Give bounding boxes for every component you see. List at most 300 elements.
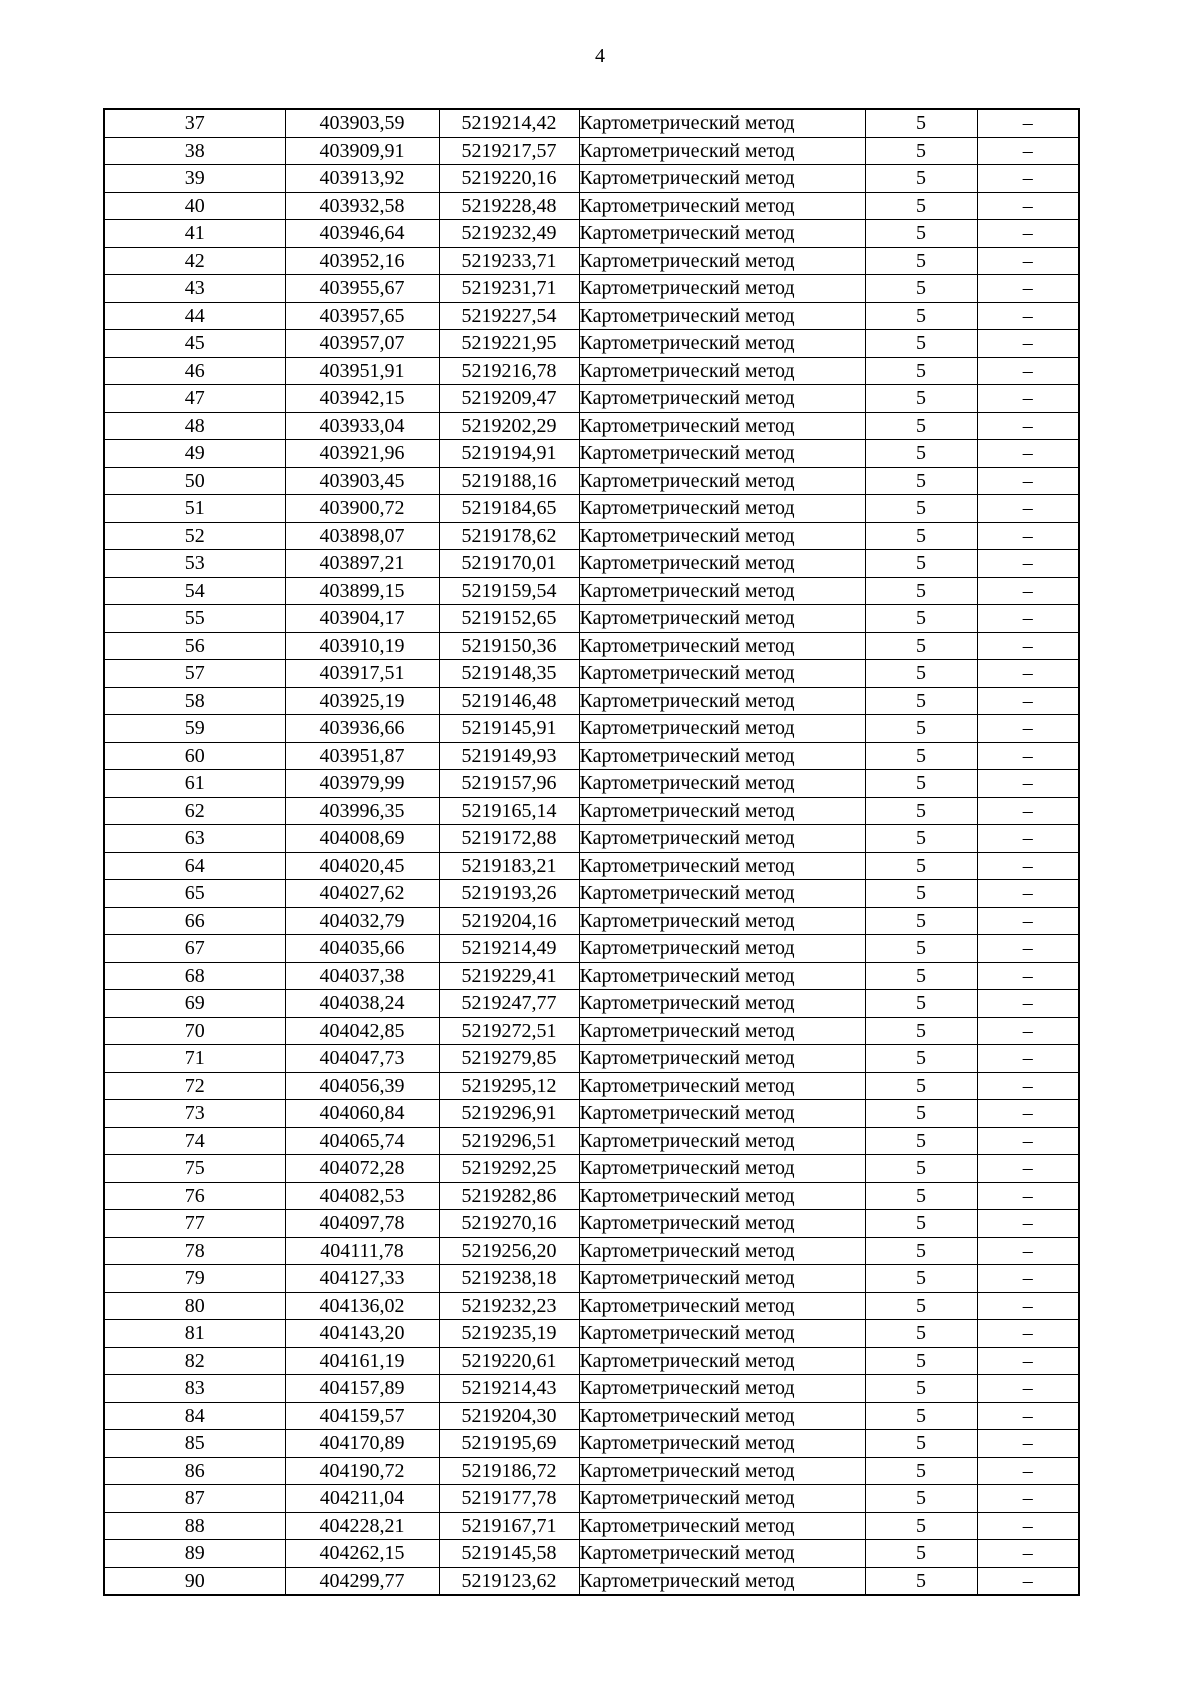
table-row [104, 1430, 1079, 1458]
table-row [104, 550, 1079, 578]
description-cell: – [977, 275, 1079, 303]
point-number-cell: 74 [104, 1127, 285, 1155]
x-coordinate-cell: 404072,28 [285, 1155, 439, 1183]
y-coordinate-cell: 5219204,30 [439, 1402, 579, 1430]
point-number-cell: 39 [104, 165, 285, 193]
table-row [104, 1017, 1079, 1045]
y-coordinate-cell: 5219186,72 [439, 1457, 579, 1485]
accuracy-cell: 5 [865, 1567, 977, 1595]
description-cell: – [977, 1072, 1079, 1100]
point-number-cell: 76 [104, 1182, 285, 1210]
table-row [104, 1320, 1079, 1348]
accuracy-cell: 5 [865, 770, 977, 798]
x-coordinate-cell: 404020,45 [285, 852, 439, 880]
method-cell: Картометрический метод [579, 1540, 865, 1568]
table-row [104, 1127, 1079, 1155]
accuracy-cell: 5 [865, 220, 977, 248]
description-cell: – [977, 1457, 1079, 1485]
description-cell: – [977, 660, 1079, 688]
accuracy-cell: 5 [865, 550, 977, 578]
method-cell: Картометрический метод [579, 467, 865, 495]
accuracy-cell: 5 [865, 522, 977, 550]
y-coordinate-cell: 5219165,14 [439, 797, 579, 825]
table-row [104, 1265, 1079, 1293]
method-cell: Картометрический метод [579, 825, 865, 853]
description-cell: – [977, 412, 1079, 440]
method-cell: Картометрический метод [579, 109, 865, 137]
y-coordinate-cell: 5219184,65 [439, 495, 579, 523]
y-coordinate-cell: 5219202,29 [439, 412, 579, 440]
accuracy-cell: 5 [865, 1182, 977, 1210]
table-row [104, 1375, 1079, 1403]
table-row [104, 109, 1079, 137]
y-coordinate-cell: 5219272,51 [439, 1017, 579, 1045]
x-coordinate-cell: 403957,65 [285, 302, 439, 330]
y-coordinate-cell: 5219145,58 [439, 1540, 579, 1568]
y-coordinate-cell: 5219194,91 [439, 440, 579, 468]
accuracy-cell: 5 [865, 1237, 977, 1265]
y-coordinate-cell: 5219296,51 [439, 1127, 579, 1155]
x-coordinate-cell: 404042,85 [285, 1017, 439, 1045]
accuracy-cell: 5 [865, 1017, 977, 1045]
method-cell: Картометрический метод [579, 440, 865, 468]
y-coordinate-cell: 5219204,16 [439, 907, 579, 935]
x-coordinate-cell: 404008,69 [285, 825, 439, 853]
point-number-cell: 49 [104, 440, 285, 468]
accuracy-cell: 5 [865, 660, 977, 688]
method-cell: Картометрический метод [579, 192, 865, 220]
description-cell: – [977, 1017, 1079, 1045]
point-number-cell: 59 [104, 715, 285, 743]
accuracy-cell: 5 [865, 1072, 977, 1100]
y-coordinate-cell: 5219233,71 [439, 247, 579, 275]
description-cell: – [977, 247, 1079, 275]
table-row [104, 1100, 1079, 1128]
accuracy-cell: 5 [865, 1265, 977, 1293]
x-coordinate-cell: 403955,67 [285, 275, 439, 303]
point-number-cell: 81 [104, 1320, 285, 1348]
point-number-cell: 46 [104, 357, 285, 385]
point-number-cell: 79 [104, 1265, 285, 1293]
point-number-cell: 64 [104, 852, 285, 880]
table-row [104, 742, 1079, 770]
x-coordinate-cell: 404065,74 [285, 1127, 439, 1155]
point-number-cell: 40 [104, 192, 285, 220]
y-coordinate-cell: 5219220,16 [439, 165, 579, 193]
method-cell: Картометрический метод [579, 1375, 865, 1403]
method-cell: Картометрический метод [579, 247, 865, 275]
accuracy-cell: 5 [865, 1540, 977, 1568]
point-number-cell: 43 [104, 275, 285, 303]
accuracy-cell: 5 [865, 137, 977, 165]
y-coordinate-cell: 5219188,16 [439, 467, 579, 495]
method-cell: Картометрический метод [579, 797, 865, 825]
method-cell: Картометрический метод [579, 385, 865, 413]
description-cell: – [977, 550, 1079, 578]
table-row [104, 990, 1079, 1018]
table-row [104, 1567, 1079, 1595]
method-cell: Картометрический метод [579, 1567, 865, 1595]
accuracy-cell: 5 [865, 935, 977, 963]
method-cell: Картометрический метод [579, 1265, 865, 1293]
y-coordinate-cell: 5219150,36 [439, 632, 579, 660]
y-coordinate-cell: 5219170,01 [439, 550, 579, 578]
method-cell: Картометрический метод [579, 275, 865, 303]
description-cell: – [977, 577, 1079, 605]
accuracy-cell: 5 [865, 1210, 977, 1238]
method-cell: Картометрический метод [579, 852, 865, 880]
accuracy-cell: 5 [865, 907, 977, 935]
table-row [104, 880, 1079, 908]
y-coordinate-cell: 5219256,20 [439, 1237, 579, 1265]
table-row [104, 1045, 1079, 1073]
accuracy-cell: 5 [865, 1155, 977, 1183]
y-coordinate-cell: 5219235,19 [439, 1320, 579, 1348]
method-cell: Картометрический метод [579, 137, 865, 165]
description-cell: – [977, 1127, 1079, 1155]
accuracy-cell: 5 [865, 742, 977, 770]
description-cell: – [977, 137, 1079, 165]
table-row [104, 1347, 1079, 1375]
point-number-cell: 48 [104, 412, 285, 440]
point-number-cell: 68 [104, 962, 285, 990]
y-coordinate-cell: 5219232,23 [439, 1292, 579, 1320]
method-cell: Картометрический метод [579, 357, 865, 385]
table-row [104, 247, 1079, 275]
method-cell: Картометрический метод [579, 1127, 865, 1155]
method-cell: Картометрический метод [579, 935, 865, 963]
y-coordinate-cell: 5219172,88 [439, 825, 579, 853]
description-cell: – [977, 1182, 1079, 1210]
x-coordinate-cell: 404111,78 [285, 1237, 439, 1265]
y-coordinate-cell: 5219214,42 [439, 109, 579, 137]
x-coordinate-cell: 404027,62 [285, 880, 439, 908]
description-cell: – [977, 220, 1079, 248]
method-cell: Картометрический метод [579, 770, 865, 798]
y-coordinate-cell: 5219177,78 [439, 1485, 579, 1513]
y-coordinate-cell: 5219123,62 [439, 1567, 579, 1595]
y-coordinate-cell: 5219220,61 [439, 1347, 579, 1375]
accuracy-cell: 5 [865, 632, 977, 660]
x-coordinate-cell: 403979,99 [285, 770, 439, 798]
table-row [104, 440, 1079, 468]
method-cell: Картометрический метод [579, 715, 865, 743]
x-coordinate-cell: 404161,19 [285, 1347, 439, 1375]
method-cell: Картометрический метод [579, 1430, 865, 1458]
x-coordinate-cell: 404143,20 [285, 1320, 439, 1348]
x-coordinate-cell: 404211,04 [285, 1485, 439, 1513]
method-cell: Картометрический метод [579, 550, 865, 578]
point-number-cell: 61 [104, 770, 285, 798]
point-number-cell: 42 [104, 247, 285, 275]
point-number-cell: 69 [104, 990, 285, 1018]
accuracy-cell: 5 [865, 165, 977, 193]
method-cell: Картометрический метод [579, 1512, 865, 1540]
y-coordinate-cell: 5219193,26 [439, 880, 579, 908]
point-number-cell: 73 [104, 1100, 285, 1128]
x-coordinate-cell: 403899,15 [285, 577, 439, 605]
accuracy-cell: 5 [865, 825, 977, 853]
method-cell: Картометрический метод [579, 1182, 865, 1210]
x-coordinate-cell: 404159,57 [285, 1402, 439, 1430]
x-coordinate-cell: 403909,91 [285, 137, 439, 165]
table-row [104, 192, 1079, 220]
accuracy-cell: 5 [865, 687, 977, 715]
table-row [104, 522, 1079, 550]
accuracy-cell: 5 [865, 1512, 977, 1540]
description-cell: – [977, 192, 1079, 220]
method-cell: Картометрический метод [579, 632, 865, 660]
accuracy-cell: 5 [865, 1402, 977, 1430]
table-row [104, 385, 1079, 413]
accuracy-cell: 5 [865, 715, 977, 743]
point-number-cell: 83 [104, 1375, 285, 1403]
accuracy-cell: 5 [865, 1430, 977, 1458]
accuracy-cell: 5 [865, 385, 977, 413]
point-number-cell: 38 [104, 137, 285, 165]
method-cell: Картометрический метод [579, 165, 865, 193]
y-coordinate-cell: 5219217,57 [439, 137, 579, 165]
point-number-cell: 56 [104, 632, 285, 660]
description-cell: – [977, 357, 1079, 385]
table-row [104, 907, 1079, 935]
table-row [104, 467, 1079, 495]
point-number-cell: 86 [104, 1457, 285, 1485]
x-coordinate-cell: 404037,38 [285, 962, 439, 990]
y-coordinate-cell: 5219183,21 [439, 852, 579, 880]
table-row [104, 577, 1079, 605]
table-row [104, 1292, 1079, 1320]
x-coordinate-cell: 404262,15 [285, 1540, 439, 1568]
method-cell: Картометрический метод [579, 1072, 865, 1100]
x-coordinate-cell: 403910,19 [285, 632, 439, 660]
point-number-cell: 67 [104, 935, 285, 963]
x-coordinate-cell: 403903,45 [285, 467, 439, 495]
x-coordinate-cell: 403933,04 [285, 412, 439, 440]
point-number-cell: 85 [104, 1430, 285, 1458]
description-cell: – [977, 1210, 1079, 1238]
description-cell: – [977, 605, 1079, 633]
y-coordinate-cell: 5219167,71 [439, 1512, 579, 1540]
accuracy-cell: 5 [865, 1100, 977, 1128]
description-cell: – [977, 1292, 1079, 1320]
y-coordinate-cell: 5219227,54 [439, 302, 579, 330]
point-number-cell: 77 [104, 1210, 285, 1238]
method-cell: Картометрический метод [579, 742, 865, 770]
point-number-cell: 75 [104, 1155, 285, 1183]
point-number-cell: 72 [104, 1072, 285, 1100]
point-number-cell: 50 [104, 467, 285, 495]
method-cell: Картометрический метод [579, 687, 865, 715]
y-coordinate-cell: 5219195,69 [439, 1430, 579, 1458]
description-cell: – [977, 742, 1079, 770]
x-coordinate-cell: 404060,84 [285, 1100, 439, 1128]
table-row [104, 770, 1079, 798]
x-coordinate-cell: 403917,51 [285, 660, 439, 688]
method-cell: Картометрический метод [579, 1017, 865, 1045]
point-number-cell: 60 [104, 742, 285, 770]
method-cell: Картометрический метод [579, 1347, 865, 1375]
description-cell: – [977, 1485, 1079, 1513]
description-cell: – [977, 797, 1079, 825]
point-number-cell: 53 [104, 550, 285, 578]
point-number-cell: 90 [104, 1567, 285, 1595]
description-cell: – [977, 907, 1079, 935]
x-coordinate-cell: 403900,72 [285, 495, 439, 523]
table-row [104, 1182, 1079, 1210]
method-cell: Картометрический метод [579, 1457, 865, 1485]
accuracy-cell: 5 [865, 467, 977, 495]
point-number-cell: 58 [104, 687, 285, 715]
method-cell: Картометрический метод [579, 330, 865, 358]
accuracy-cell: 5 [865, 275, 977, 303]
description-cell: – [977, 1567, 1079, 1595]
accuracy-cell: 5 [865, 109, 977, 137]
x-coordinate-cell: 403996,35 [285, 797, 439, 825]
x-coordinate-cell: 404032,79 [285, 907, 439, 935]
x-coordinate-cell: 403903,59 [285, 109, 439, 137]
x-coordinate-cell: 403942,15 [285, 385, 439, 413]
point-number-cell: 88 [104, 1512, 285, 1540]
description-cell: – [977, 1430, 1079, 1458]
point-number-cell: 82 [104, 1347, 285, 1375]
description-cell: – [977, 1045, 1079, 1073]
method-cell: Картометрический метод [579, 990, 865, 1018]
method-cell: Картометрический метод [579, 1292, 865, 1320]
x-coordinate-cell: 404136,02 [285, 1292, 439, 1320]
description-cell: – [977, 1347, 1079, 1375]
x-coordinate-cell: 403952,16 [285, 247, 439, 275]
accuracy-cell: 5 [865, 1457, 977, 1485]
description-cell: – [977, 687, 1079, 715]
table-row [104, 962, 1079, 990]
point-number-cell: 87 [104, 1485, 285, 1513]
x-coordinate-cell: 403897,21 [285, 550, 439, 578]
accuracy-cell: 5 [865, 577, 977, 605]
table-row [104, 1540, 1079, 1568]
method-cell: Картометрический метод [579, 1402, 865, 1430]
method-cell: Картометрический метод [579, 1485, 865, 1513]
accuracy-cell: 5 [865, 357, 977, 385]
y-coordinate-cell: 5219229,41 [439, 962, 579, 990]
table-row [104, 1210, 1079, 1238]
point-number-cell: 66 [104, 907, 285, 935]
method-cell: Картометрический метод [579, 220, 865, 248]
accuracy-cell: 5 [865, 302, 977, 330]
description-cell: – [977, 467, 1079, 495]
accuracy-cell: 5 [865, 412, 977, 440]
point-number-cell: 52 [104, 522, 285, 550]
accuracy-cell: 5 [865, 962, 977, 990]
coordinates-table-body [104, 109, 1079, 1595]
y-coordinate-cell: 5219178,62 [439, 522, 579, 550]
x-coordinate-cell: 403932,58 [285, 192, 439, 220]
table-row [104, 302, 1079, 330]
table-row [104, 330, 1079, 358]
y-coordinate-cell: 5219214,49 [439, 935, 579, 963]
method-cell: Картометрический метод [579, 302, 865, 330]
description-cell: – [977, 1100, 1079, 1128]
x-coordinate-cell: 404082,53 [285, 1182, 439, 1210]
method-cell: Картометрический метод [579, 660, 865, 688]
method-cell: Картометрический метод [579, 1100, 865, 1128]
description-cell: – [977, 109, 1079, 137]
x-coordinate-cell: 404056,39 [285, 1072, 439, 1100]
method-cell: Картометрический метод [579, 962, 865, 990]
y-coordinate-cell: 5219292,25 [439, 1155, 579, 1183]
accuracy-cell: 5 [865, 1375, 977, 1403]
description-cell: – [977, 1265, 1079, 1293]
table-row [104, 220, 1079, 248]
point-number-cell: 84 [104, 1402, 285, 1430]
y-coordinate-cell: 5219296,91 [439, 1100, 579, 1128]
table-row [104, 412, 1079, 440]
y-coordinate-cell: 5219270,16 [439, 1210, 579, 1238]
method-cell: Картометрический метод [579, 907, 865, 935]
description-cell: – [977, 385, 1079, 413]
table-row [104, 605, 1079, 633]
accuracy-cell: 5 [865, 192, 977, 220]
accuracy-cell: 5 [865, 605, 977, 633]
table-row [104, 1485, 1079, 1513]
description-cell: – [977, 495, 1079, 523]
y-coordinate-cell: 5219209,47 [439, 385, 579, 413]
description-cell: – [977, 852, 1079, 880]
description-cell: – [977, 1512, 1079, 1540]
accuracy-cell: 5 [865, 330, 977, 358]
table-row [104, 1457, 1079, 1485]
y-coordinate-cell: 5219157,96 [439, 770, 579, 798]
table-row [104, 1402, 1079, 1430]
x-coordinate-cell: 404299,77 [285, 1567, 439, 1595]
x-coordinate-cell: 404035,66 [285, 935, 439, 963]
coordinates-table [103, 108, 1080, 1596]
accuracy-cell: 5 [865, 1292, 977, 1320]
table-row [104, 495, 1079, 523]
point-number-cell: 47 [104, 385, 285, 413]
y-coordinate-cell: 5219216,78 [439, 357, 579, 385]
x-coordinate-cell: 404170,89 [285, 1430, 439, 1458]
y-coordinate-cell: 5219238,18 [439, 1265, 579, 1293]
description-cell: – [977, 632, 1079, 660]
point-number-cell: 54 [104, 577, 285, 605]
y-coordinate-cell: 5219152,65 [439, 605, 579, 633]
y-coordinate-cell: 5219221,95 [439, 330, 579, 358]
table-row [104, 852, 1079, 880]
method-cell: Картометрический метод [579, 605, 865, 633]
x-coordinate-cell: 404190,72 [285, 1457, 439, 1485]
x-coordinate-cell: 403957,07 [285, 330, 439, 358]
x-coordinate-cell: 404157,89 [285, 1375, 439, 1403]
method-cell: Картометрический метод [579, 1045, 865, 1073]
description-cell: – [977, 1320, 1079, 1348]
x-coordinate-cell: 404127,33 [285, 1265, 439, 1293]
accuracy-cell: 5 [865, 1320, 977, 1348]
accuracy-cell: 5 [865, 247, 977, 275]
point-number-cell: 70 [104, 1017, 285, 1045]
table-row [104, 1155, 1079, 1183]
table-row [104, 357, 1079, 385]
description-cell: – [977, 935, 1079, 963]
table-row [104, 825, 1079, 853]
table-row [104, 165, 1079, 193]
description-cell: – [977, 880, 1079, 908]
point-number-cell: 62 [104, 797, 285, 825]
table-row [104, 715, 1079, 743]
x-coordinate-cell: 404038,24 [285, 990, 439, 1018]
point-number-cell: 44 [104, 302, 285, 330]
x-coordinate-cell: 403936,66 [285, 715, 439, 743]
